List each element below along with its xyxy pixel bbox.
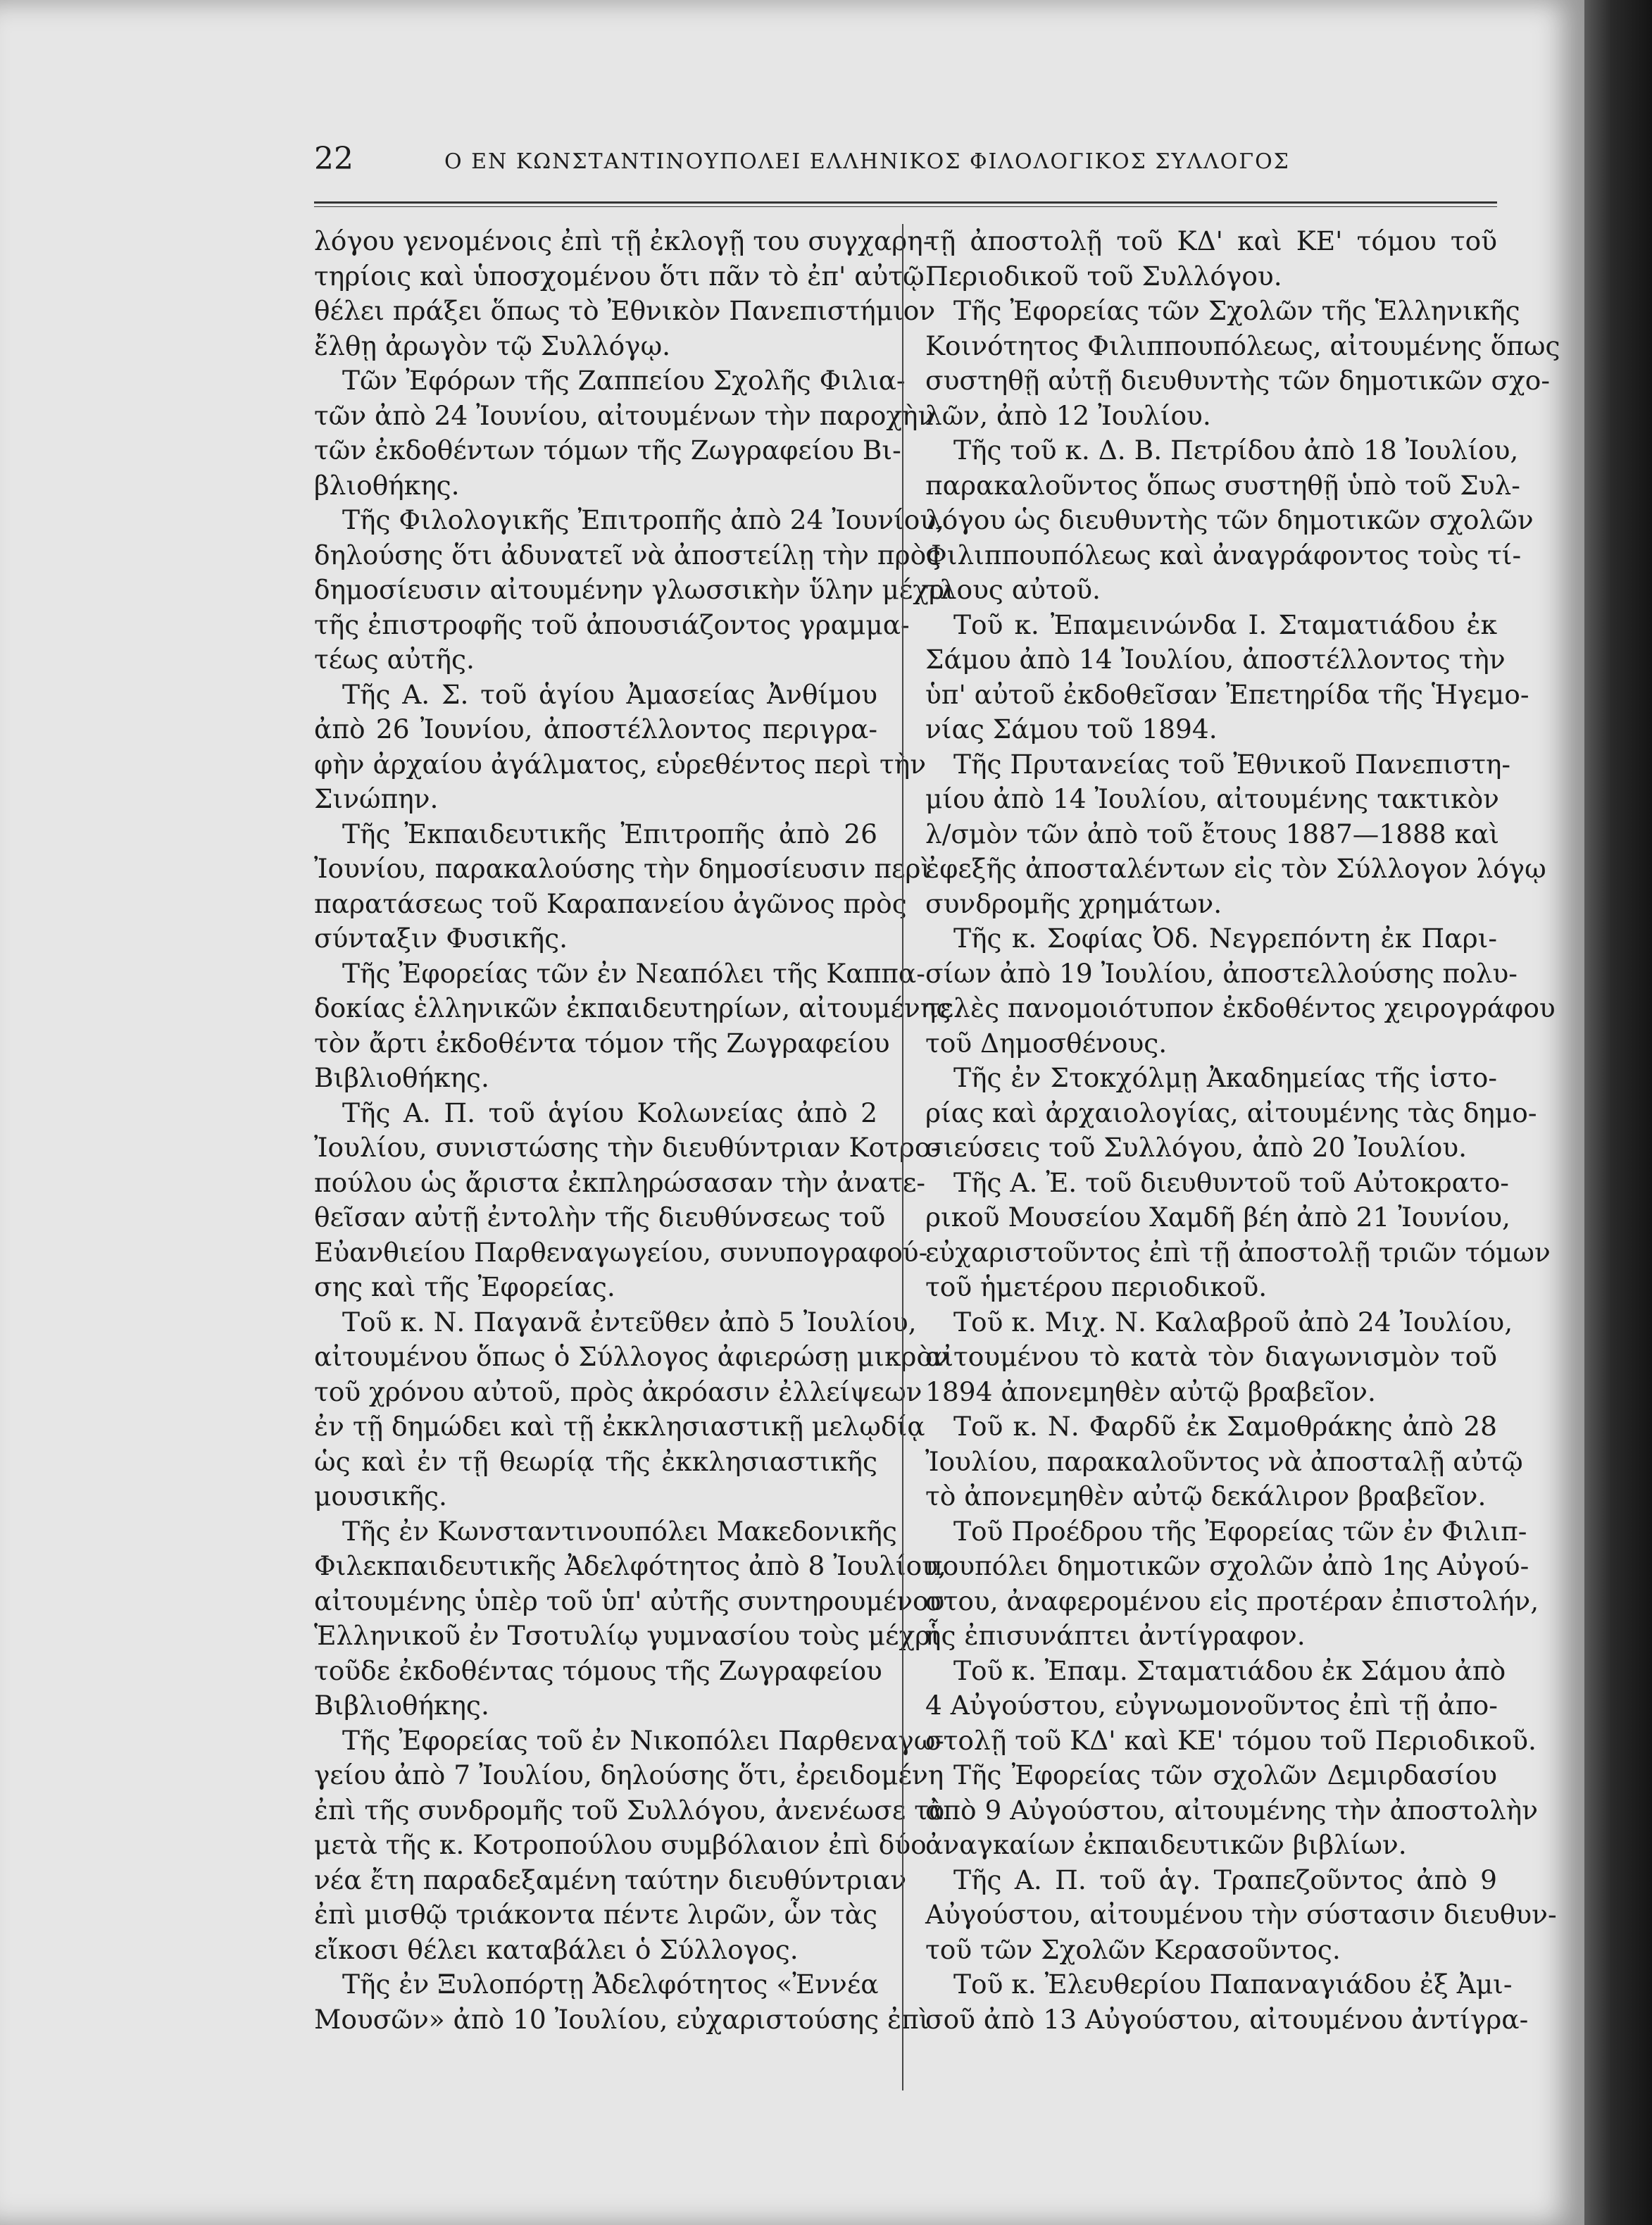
text-line: ἀναγκαίων ἐκπαιδευτικῶν βιβλίων.	[925, 1829, 1407, 1860]
text-line: Τῆς Πρυτανείας τοῦ Ἐθνικοῦ Πανεπιστη-	[953, 748, 1511, 780]
text-line: Τοῦ Προέδρου τῆς Ἐφορείας τῶν ἐν Φιλιπ-	[953, 1515, 1527, 1547]
text-line: τὸν ἄρτι ἐκδοθέντα τόμον τῆς Ζωγραφείου	[314, 1027, 890, 1059]
text-line: Τοῦ κ. Ν. Φαρδῦ ἐκ Σαμοθράκης ἀπὸ 28	[953, 1411, 1497, 1442]
text-line: θεῖσαν αὐτῇ ἐντολὴν τῆς διευθύνσεως τοῦ	[314, 1202, 886, 1233]
text-line: Τῆς Ἐφορείας τῶν σχολῶν Δεμιρδασίου	[953, 1759, 1497, 1790]
text-line: Τῆς Ἐφορείας τοῦ ἐν Νικοπόλει Παρθεναγω-	[342, 1724, 944, 1756]
text-line: ὡς καὶ ἐν τῇ θεωρίᾳ τῆς ἐκκλησιαστικῆς	[314, 1445, 877, 1477]
text-line: σης καὶ τῆς Ἐφορείας.	[314, 1271, 615, 1302]
text-line: στολῇ τοῦ ΚΔ' καὶ ΚΕ' τόμου τοῦ Περιοδικοῦ.	[925, 1724, 1537, 1756]
page-number: 22	[314, 141, 353, 177]
text-line: ἐφεξῆς ἀποσταλέντων εἰς τὸν Σύλλογον λόγῳ	[925, 853, 1546, 884]
text-line: Εὐανθιείου Παρθεναγωγείου, συνυπογραφού-	[314, 1236, 928, 1268]
text-line: λόγου ὡς διευθυντὴς τῶν δημοτικῶν σχολῶν	[925, 504, 1534, 535]
text-line: στου, ἀναφερομένου εἰς προτέραν ἐπιστολήν,	[925, 1585, 1539, 1616]
text-line: νίας Σάμου τοῦ 1894.	[925, 713, 1218, 744]
text-line: παρατάσεως τοῦ Καραπανείου ἀγῶνος πρὸς	[314, 887, 907, 919]
text-line: λῶν, ἀπὸ 12 Ἰουλίου.	[925, 399, 1211, 431]
text-line: τοῦ Δημοσθένους.	[925, 1027, 1168, 1059]
text-line: νέα ἔτη παραδεξαμένη ταύτην διευθύντριαν	[314, 1864, 907, 1895]
text-line: Τοῦ κ. Ἐπαμ. Σταματιάδου ἐκ Σάμου ἀπὸ	[953, 1654, 1506, 1686]
text-line: Τῆς τοῦ κ. Δ. Β. Πετρίδου ἀπὸ 18 Ἰουλίου,	[953, 435, 1519, 466]
text-line: ὑπ' αὐτοῦ ἐκδοθεῖσαν Ἐπετηρίδα τῆς Ἡγεμο-	[925, 678, 1529, 710]
text-line: Τῆς ἐν Στοκχόλμῃ Ἀκαδημείας τῆς ἱστο-	[953, 1062, 1497, 1093]
page-header	[314, 141, 1497, 183]
text-line: Τῆς ἐν Ξυλοπόρτῃ Ἀδελφότητος «Ἐννέα	[342, 1969, 879, 2000]
text-line: Ἰουλίου, παρακαλοῦντος νὰ ἀποσταλῇ αὐτῷ	[925, 1445, 1523, 1477]
text-line: συνδρομῆς χρημάτων.	[925, 887, 1222, 919]
text-line: Τῆς Ἐφορείας τῶν ἐν Νεαπόλει τῆς Καππα-	[342, 957, 925, 989]
text-line: αἰτουμένης ὑπὲρ τοῦ ὑπ' αὐτῆς συντηρουμένου	[314, 1585, 945, 1616]
text-line: Περιοδικοῦ τοῦ Συλλόγου.	[925, 260, 1282, 292]
text-line: τῆς ἐπιστροφῆς τοῦ ἀπουσιάζοντος γραμμα-	[314, 609, 910, 640]
right-column	[925, 224, 1560, 2037]
text-line: Τῆς Α. Π. τοῦ ἁγ. Τραπεζοῦντος ἀπὸ 9	[953, 1864, 1497, 1895]
text-line: ἀπὸ 26 Ἰουνίου, ἀποστέλλοντος περιγρα-	[314, 713, 877, 744]
text-line: τοῦδε ἐκδοθέντας τόμους τῆς Ζωγραφείου	[314, 1654, 882, 1686]
text-line: Τοῦ κ. Ἐλευθερίου Παπαναγιάδου ἐξ Ἀμι-	[953, 1969, 1513, 2000]
text-line: Τῆς Α. Π. τοῦ ἁγίου Κολωνείας ἀπὸ 2	[342, 1097, 877, 1128]
text-line: εὐχαριστοῦντος ἐπὶ τῇ ἀποστολῇ τριῶν τόμων	[925, 1236, 1551, 1268]
text-line: σοῦ ἀπὸ 13 Αὐγούστου, αἰτουμένου ἀντίγρα-	[925, 2003, 1529, 2035]
text-line: Τῆς Ἐφορείας τῶν Σχολῶν τῆς Ἑλληνικῆς	[953, 295, 1520, 326]
text-line: μουσικῆς.	[314, 1481, 447, 1512]
text-line: ἐπὶ μισθῷ τριάκοντα πέντε λιρῶν, ὧν τὰς	[314, 1899, 877, 1930]
text-line: τῶν ἐκδοθέντων τόμων τῆς Ζωγραφείου Βι-	[314, 435, 901, 466]
text-line: συστηθῇ αὐτῇ διευθυντὴς τῶν δημοτικῶν σχο-	[925, 365, 1551, 396]
text-line: ἀπὸ 9 Αὐγούστου, αἰτουμένης τὴν ἀποστολὴν	[925, 1794, 1539, 1826]
text-line: τοῦ ἡμετέρου περιοδικοῦ.	[925, 1271, 1268, 1302]
running-title: Ο ΕΝ ΚΩΝΣΤΑΝΤΙΝΟΥΠΟΛΕΙ ΕΛΛΗΝΙΚΟΣ ΦΙΛΟΛΟΓΙΚΟΣ ΣΥΛΛΟΓΟΣ	[444, 149, 1290, 174]
left-column	[314, 224, 955, 2037]
text-line: αἰτουμένου τὸ κατὰ τὸν διαγωνισμὸν τοῦ	[925, 1341, 1497, 1372]
header-rule	[314, 201, 1497, 207]
text-line: τὸ ἀπονεμηθὲν αὐτῷ δεκάλιρον βραβεῖον.	[925, 1481, 1487, 1512]
text-line: Βιβλιοθήκης.	[314, 1062, 489, 1093]
text-line: πούλου ὡς ἄριστα ἐκπληρώσασαν τὴν ἀνατε-	[314, 1166, 926, 1198]
text-line: τῶν ἀπὸ 24 Ἰουνίου, αἰτουμένων τὴν παροχὴν	[314, 399, 934, 431]
text-line: τοῦ χρόνου αὐτοῦ, πρὸς ἀκρόασιν ἐλλείψεων	[314, 1376, 922, 1407]
text-line: Τοῦ κ. Ν. Παγανᾶ ἐντεῦθεν ἀπὸ 5 Ἰουλίου,	[342, 1306, 917, 1338]
text-line: Τῆς κ. Σοφίας Ὀδ. Νεγρεπόντη ἐκ Παρι-	[953, 923, 1497, 954]
text-line: 1894 ἀπονεμηθὲν αὐτῷ βραβεῖον.	[925, 1376, 1376, 1407]
text-line: λόγου γενομένοις ἐπὶ τῇ ἐκλογῇ του συγχαρη-	[314, 225, 932, 256]
text-line: Βιβλιοθήκης.	[314, 1690, 489, 1721]
text-line: τηρίοις καὶ ὑποσχομένου ὅτι πᾶν τὸ ἐπ' αὐτῷ	[314, 260, 925, 292]
text-line: δημοσίευσιν αἰτουμένην γλωσσικὴν ὕλην μέχρι	[314, 574, 955, 605]
text-line: ἔλθῃ ἀρωγὸν τῷ Συλλόγῳ.	[314, 330, 671, 361]
text-line: Τοῦ κ. Μιχ. Ν. Καλαβροῦ ἀπὸ 24 Ἰουλίου,	[953, 1306, 1513, 1338]
text-line: ρικοῦ Μουσείου Χαμδῆ βέη ἀπὸ 21 Ἰουνίου,	[925, 1202, 1510, 1233]
text-line: ρίας καὶ ἀρχαιολογίας, αἰτουμένης τὰς δημο-	[925, 1097, 1537, 1128]
text-line: τοῦ τῶν Σχολῶν Κερασοῦντος.	[925, 1933, 1341, 1965]
text-line: γείου ἀπὸ 7 Ἰουλίου, δηλούσης ὅτι, ἐρειδομένη	[314, 1759, 944, 1790]
text-line: τέως αὐτῆς.	[314, 644, 475, 675]
text-line: μετὰ τῆς κ. Κοτροπούλου συμβόλαιον ἐπὶ δύο	[314, 1829, 927, 1860]
text-line: Τῆς Ἐκπαιδευτικῆς Ἐπιτροπῆς ἀπὸ 26	[342, 818, 877, 849]
text-line: δοκίας ἑλληνικῶν ἐκπαιδευτηρίων, αἰτουμένης	[314, 992, 951, 1023]
text-line: ἧς ἐπισυνάπτει ἀντίγραφον.	[925, 1620, 1306, 1651]
text-line: Τῶν Ἐφόρων τῆς Ζαππείου Σχολῆς Φιλια-	[342, 365, 906, 396]
text-line: σίων ἀπὸ 19 Ἰουλίου, ἀποστελλούσης πολυ-	[925, 957, 1518, 989]
text-line: πουπόλει δημοτικῶν σχολῶν ἀπὸ 1ης Αὐγού-	[925, 1550, 1529, 1581]
text-line: 4 Αὐγούστου, εὐγνωμονοῦντος ἐπὶ τῇ ἀπο-	[925, 1690, 1498, 1721]
text-line: Μουσῶν» ἀπὸ 10 Ἰουλίου, εὐχαριστούσης ἐπὶ	[314, 2003, 930, 2035]
text-line: Σάμου ἀπὸ 14 Ἰουλίου, ἀποστέλλοντος τὴν	[925, 644, 1506, 675]
text-line: σύνταξιν Φυσικῆς.	[314, 923, 568, 954]
text-line: Τῆς Φιλολογικῆς Ἐπιτροπῆς ἀπὸ 24 Ἰουνίου,	[342, 504, 945, 535]
text-line: Τῆς Α. Σ. τοῦ ἁγίου Ἀμασείας Ἀνθίμου	[342, 678, 877, 710]
text-line: Φιλεκπαιδευτικῆς Ἀδελφότητος ἀπὸ 8 Ἰουλίου,	[314, 1550, 946, 1581]
text-line: Τῆς ἐν Κωνσταντινουπόλει Μακεδονικῆς	[342, 1515, 897, 1547]
text-line: Αὐγούστου, αἰτουμένου τὴν σύστασιν διευθυν-	[925, 1899, 1557, 1930]
text-line: εἴκοσι θέλει καταβάλει ὁ Σύλλογος.	[314, 1933, 799, 1965]
text-line: βλιοθήκης.	[314, 469, 460, 501]
text-line: μίου ἀπὸ 14 Ἰουλίου, αἰτουμένης τακτικὸν	[925, 783, 1499, 814]
text-line: Φιλιππουπόλεως καὶ ἀναγράφοντος τοὺς τί-	[925, 539, 1522, 571]
text-line: δηλούσης ὅτι ἀδυνατεῖ νὰ ἀποστείλῃ τὴν πρὸς	[314, 539, 941, 571]
text-line: τλους αὐτοῦ.	[925, 574, 1101, 605]
column-divider	[902, 224, 903, 2090]
text-line: Τῆς Α. Ἐ. τοῦ διευθυντοῦ τοῦ Αὐτοκρατο-	[953, 1166, 1509, 1198]
text-line: Τοῦ κ. Ἐπαμεινώνδα Ι. Σταματιάδου ἐκ	[953, 609, 1497, 640]
text-line: λ/σμὸν τῶν ἀπὸ τοῦ ἔτους 1887—1888 καὶ	[925, 818, 1500, 849]
text-line: ἐπὶ τῆς συνδρομῆς τοῦ Συλλόγου, ἀνενέωσε τὸ	[314, 1794, 945, 1826]
text-line: φὴν ἀρχαίου ἀγάλματος, εὑρεθέντος περὶ τὴν	[314, 748, 927, 780]
text-line: θέλει πράξει ὅπως τὸ Ἐθνικὸν Πανεπιστήμιον	[314, 295, 936, 326]
text-line: Ἑλληνικοῦ ἐν Τσοτυλίῳ γυμνασίου τοὺς μέχρι	[314, 1620, 941, 1651]
text-line: Ἰουλίου, συνιστώσης τὴν διευθύντριαν Κοτρο-	[314, 1132, 940, 1163]
text-line: Ἰουνίου, παρακαλούσης τὴν δημοσίευσιν περὶ	[314, 853, 932, 884]
text-line: αἰτουμένου ὅπως ὁ Σύλλογος ἀφιερώσῃ μικρὸν	[314, 1341, 949, 1372]
text-line: παρακαλοῦντος ὅπως συστηθῇ ὑπὸ τοῦ Συλ-	[925, 469, 1520, 501]
text-line: σιεύσεις τοῦ Συλλόγου, ἀπὸ 20 Ἰουλίου.	[925, 1132, 1468, 1163]
text-line: τῇ ἀποστολῇ τοῦ ΚΔ' καὶ ΚΕ' τόμου τοῦ	[925, 225, 1497, 256]
text-line: Σινώπην.	[314, 783, 439, 814]
book-edge	[1584, 0, 1652, 2225]
text-line: ἐν τῇ δημώδει καὶ τῇ ἐκκλησιαστικῇ μελῳδίᾳ	[314, 1411, 925, 1442]
text-line: Κοινότητος Φιλιππουπόλεως, αἰτουμένης ὅπως	[925, 330, 1560, 361]
text-line: τελὲς πανομοιότυπον ἐκδοθέντος χειρογράφου	[925, 992, 1556, 1023]
